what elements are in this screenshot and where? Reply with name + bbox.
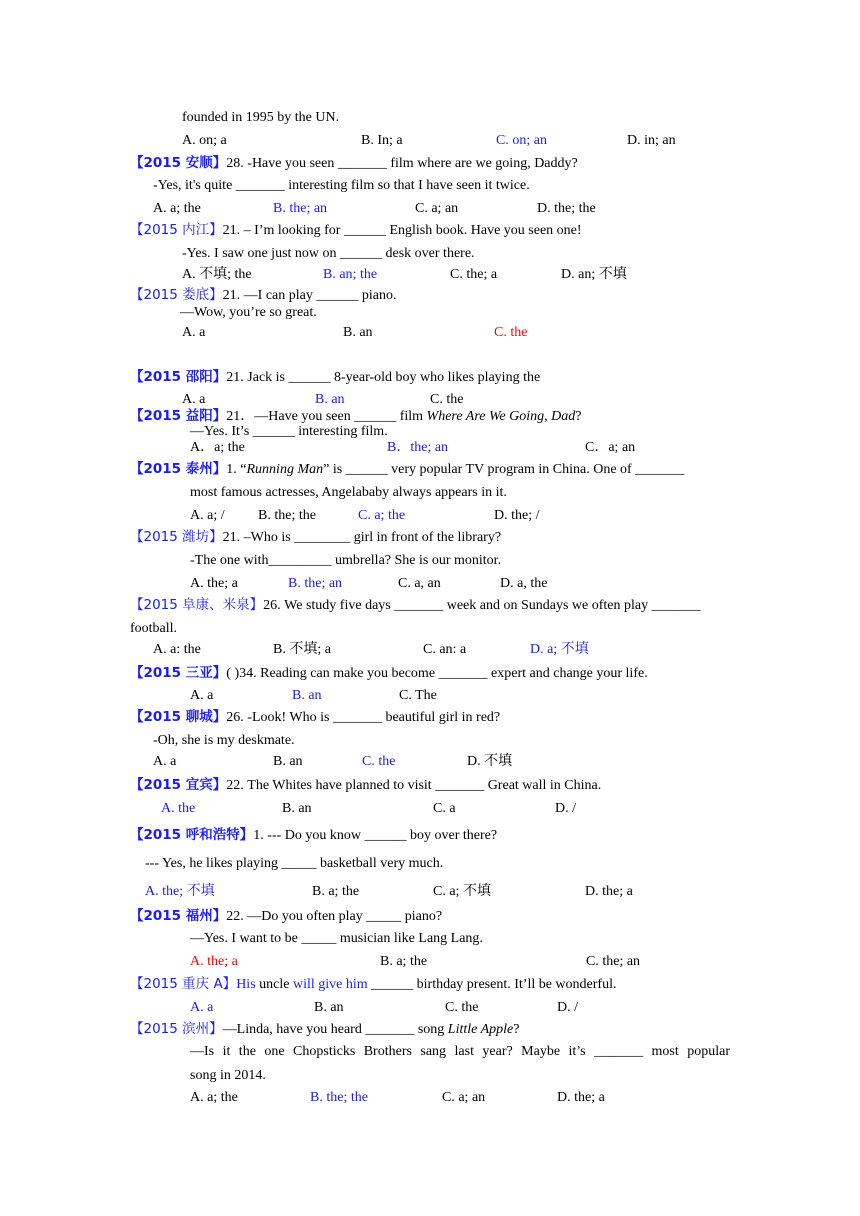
source-tag: 【2015 福州】: [130, 908, 227, 924]
source-tag: 【2015 滨州】: [130, 1021, 223, 1037]
option-a: A．a; the: [190, 440, 245, 455]
question-1: [130, 154, 578, 173]
option-d-answer: D. a; 不填: [530, 642, 589, 657]
option-d: D. the; a: [557, 1090, 605, 1105]
option-d: D. the; the: [537, 201, 596, 216]
option-b-answer: B. the; an: [288, 576, 343, 591]
stem-his: His: [236, 977, 256, 992]
option-a: A. a; /: [190, 508, 225, 523]
question-stem: ( )34. Reading can make you become _______ expert and change your life.: [226, 666, 648, 681]
option-d: D. a, the: [500, 576, 548, 591]
option-c: C. a; 不填: [433, 884, 491, 899]
option-b: B. 不填; a: [273, 642, 331, 657]
stem-comma: ,: [544, 409, 552, 424]
answer-line: -Yes. I saw one just now on ______ desk over there.: [182, 246, 475, 261]
question-3: [130, 286, 396, 305]
question-stem: 26. We study five days _______ week and on Sundays we often play _______: [263, 598, 701, 613]
question-stem: 1. “: [226, 462, 247, 477]
option-c: C. The: [399, 688, 437, 703]
option-a: A. a: [182, 392, 206, 407]
answer-line: -Yes, it's quite _______ interesting film so that I have seen it twice.: [153, 178, 530, 193]
question-stem: 21. – I’m looking for ______ English book. Have you seen one!: [222, 223, 582, 238]
option-c: C．a; an: [585, 440, 636, 455]
option-b-answer: B. an: [292, 688, 322, 703]
option-a: A. a: [182, 325, 206, 340]
option-b-answer: B. an; the: [323, 267, 378, 282]
answer-line: —Yes. I want to be _____ musician like Lang Lang.: [190, 931, 483, 946]
option-b: B. In; a: [361, 133, 403, 148]
question-stem: founded in 1995 by the UN.: [182, 110, 340, 125]
question-10: [130, 708, 500, 727]
option-a: A. 不填; the: [182, 267, 252, 282]
question-line-2: most famous actresses, Angelababy always appears in it.: [190, 485, 507, 500]
option-b-answer: B. the; the: [310, 1090, 368, 1105]
option-c: C. the; a: [450, 267, 498, 282]
option-b: B. an: [343, 325, 373, 340]
source-tag: 【2015 内江】: [130, 222, 223, 238]
question-stem: 21. Jack is ______ 8-year-old boy who likes playing the: [226, 370, 541, 385]
stem-end: ?: [575, 409, 582, 424]
option-c: C. a: [433, 801, 456, 816]
question-stem: 21．—Have you seen ______ film: [226, 409, 427, 424]
option-a: A. a: the: [153, 642, 201, 657]
question-12: [130, 826, 497, 845]
source-tag: 【2015 聊城】: [130, 709, 227, 725]
song-title: Little Apple: [447, 1022, 514, 1037]
film-title: Where Are We Going: [426, 409, 545, 424]
stem-end: ?: [513, 1022, 520, 1037]
option-c-answer: C. on; an: [496, 133, 547, 148]
source-tag: 【2015 重庆 A】: [130, 976, 237, 992]
answer-line: -Oh, she is my deskmate.: [153, 733, 295, 748]
option-d: D. /: [555, 801, 576, 816]
option-b: B. a; the: [312, 884, 360, 899]
option-d: D. an; 不填: [561, 267, 627, 282]
option-b: B. an: [273, 754, 303, 769]
source-tag: 【2015 益阳】: [130, 408, 227, 424]
question-15: [130, 1020, 519, 1039]
option-c: C. a; an: [442, 1090, 486, 1105]
question-14: [130, 975, 616, 994]
source-tag: 【2015 安顺】: [130, 155, 227, 171]
option-a-answer: A. the: [161, 801, 196, 816]
option-a-answer: A. the; 不填: [145, 884, 215, 899]
question-stem: 21. –Who is ________ girl in front of the library?: [222, 530, 502, 545]
source-tag: 【2015 潍坊】: [130, 529, 223, 545]
answer-line: --- Yes, he likes playing _____ basketball very much.: [145, 856, 444, 871]
answer-line: -The one with_________ umbrella? She is our monitor.: [190, 553, 502, 568]
option-b: B. an: [314, 1000, 344, 1015]
stem-will-give-him: will give him: [292, 977, 368, 992]
answer-line: —Wow, you’re so great.: [180, 305, 317, 320]
option-a: A. a: [190, 688, 214, 703]
answer-line-2: song in 2014.: [190, 1068, 266, 1083]
option-b-answer: B. the; an: [273, 201, 328, 216]
option-a: A. on; a: [182, 133, 227, 148]
question-11: [130, 776, 601, 795]
program-title: Running Man: [246, 462, 324, 477]
question-stem: 28. -Have you seen _______ film where are we going, Daddy?: [226, 156, 578, 171]
option-b: B. an: [282, 801, 312, 816]
option-c: C. an: a: [423, 642, 467, 657]
source-tag: 【2015 阜康、米泉】: [130, 597, 264, 613]
option-a-answer: A. a: [190, 1000, 214, 1015]
option-b: B. a; the: [380, 954, 428, 969]
question-stem-rest: ______ birthday present. It’ll be wonderful.: [367, 977, 617, 992]
option-c-answer: C. a; the: [358, 508, 406, 523]
source-tag: 【2015 泰州】: [130, 461, 227, 477]
question-8: [130, 596, 701, 615]
option-c-answer: C. the: [494, 325, 528, 340]
source-tag: 【2015 三亚】: [130, 665, 227, 681]
source-tag: 【2015 娄底】: [130, 287, 223, 303]
option-a-answer: A. the; a: [190, 954, 238, 969]
answer-line: —Yes. It’s ______ interesting film.: [190, 424, 388, 439]
question-stem: —Linda, have you heard _______ song: [222, 1022, 448, 1037]
question-4: [130, 368, 540, 387]
question-stem: 1. --- Do you know ______ boy over there?: [253, 828, 498, 843]
option-a: A. a: [153, 754, 177, 769]
question-stem: 22. The Whites have planned to visit _______ Great wall in China.: [226, 778, 602, 793]
option-c: C. the; an: [586, 954, 641, 969]
option-d: D. 不填: [467, 754, 513, 769]
option-d: D. the; /: [494, 508, 540, 523]
question-stem-rest: ” is ______ very popular TV program in China. One of _______: [323, 462, 685, 477]
option-b: B. the; the: [258, 508, 316, 523]
option-c: C. a, an: [398, 576, 441, 591]
answer-line: —Is it the one Chopsticks Brothers sang last year? Maybe it’s _______ most popular: [190, 1044, 730, 1059]
option-a: A. the; a: [190, 576, 238, 591]
question-line-2: football.: [130, 621, 178, 636]
source-tag: 【2015 宜宾】: [130, 777, 227, 793]
option-c: C. the: [445, 1000, 479, 1015]
question-9: [130, 664, 648, 683]
option-a: A. a; the: [190, 1090, 238, 1105]
option-d: D. /: [557, 1000, 578, 1015]
question-2: [130, 221, 582, 240]
option-b-answer: B. an: [315, 392, 345, 407]
option-d: D. the; a: [585, 884, 633, 899]
option-c: C. the: [430, 392, 464, 407]
question-6: [130, 460, 684, 479]
option-c-answer: C. the: [362, 754, 396, 769]
option-b-answer: B．the; an: [387, 440, 449, 455]
stem-uncle: uncle: [255, 977, 293, 992]
film-title-end: Dad: [551, 409, 576, 424]
option-c: C. a; an: [415, 201, 459, 216]
option-d: D. in; an: [627, 133, 676, 148]
question-stem: 22. —Do you often play _____ piano?: [226, 909, 443, 924]
source-tag: 【2015 呼和浩特】: [130, 827, 254, 843]
question-13: [130, 907, 442, 926]
question-stem: 26. -Look! Who is _______ beautiful girl in red?: [226, 710, 501, 725]
question-stem: 21. —I can play ______ piano.: [222, 288, 397, 303]
option-a: A. a; the: [153, 201, 201, 216]
question-7: [130, 528, 501, 547]
source-tag: 【2015 邵阳】: [130, 369, 227, 385]
